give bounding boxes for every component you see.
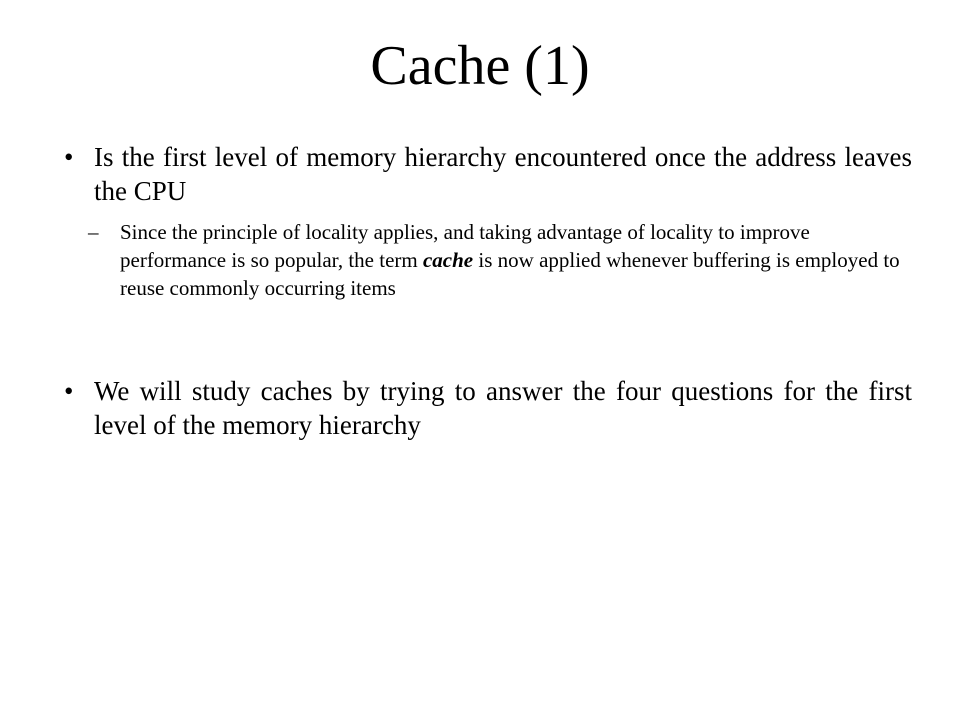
sub-bullet-emphasis: cache <box>422 248 474 272</box>
bullet-text: We will study caches by trying to answer the four questions for the first level of the memory hierarchy <box>94 376 912 440</box>
sub-bullet-marker: – <box>88 220 99 244</box>
sub-bullet-text <box>120 218 912 302</box>
sub-bullet-item-1 <box>88 218 912 302</box>
slide-title: Cache (1) <box>370 35 590 97</box>
bullet-text: Is the first level of memory hierarchy encountered once the address leaves the CPU <box>94 142 912 206</box>
bullet-item-2 <box>48 374 912 442</box>
sub-bullet-text-after: is now applied whenever buffering is employed to reuse commonly occurring items <box>120 248 900 300</box>
sub-bullet-text-before: Since the principle of locality applies, and taking advantage of locality to improve performance is so popular, the term <box>120 220 810 272</box>
bullet-marker: • <box>64 376 74 406</box>
bullet-marker: • <box>64 142 74 172</box>
bullet-item-1 <box>48 140 912 208</box>
